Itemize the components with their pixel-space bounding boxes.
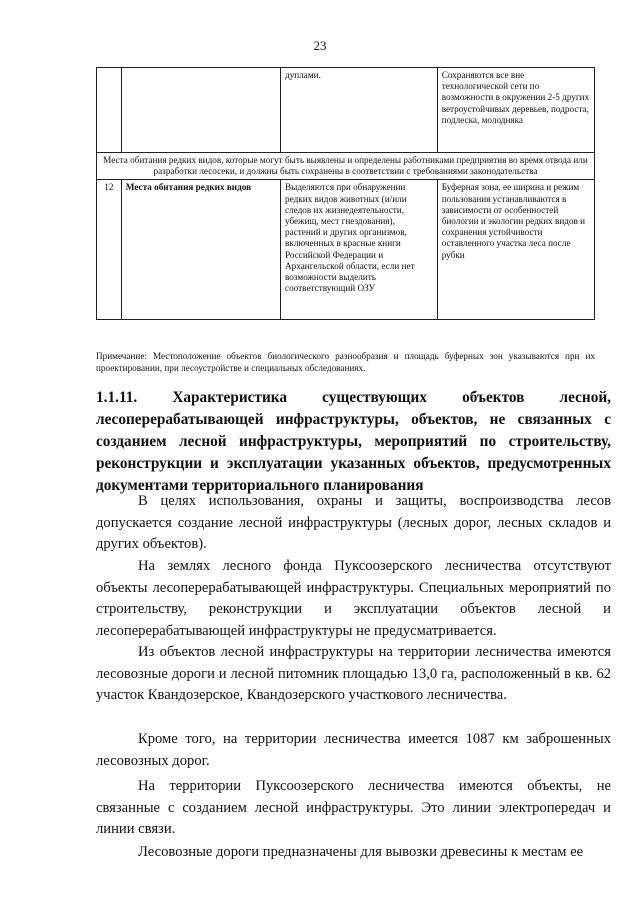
row-number-cell: 12 xyxy=(97,180,122,320)
selection-rule-cell: Выделяются при обнаружении редких видов животных (и/или следов их жизнедеятельности, убежищ, мест гнездования), растений и других организмов, включенных в красные книги Российской Федерации и Архангельской области, если нет возможности выделить соответствующий ОЗУ xyxy=(281,180,438,320)
section-title: 1.1.11. Характеристика существующих объектов лесной, лесоперерабатывающей инфраструктуры, объектов, не связанных с созданием лесной инфраструктуры, мероприятий по строительству, реконструкции и эксплуатации указанных объектов, предусмотренных документами территориального планирования xyxy=(96,389,611,494)
object-name-cell xyxy=(121,68,280,153)
body-paragraph: Лесовозные дороги предназначены для вывозки древесины к местам ее xyxy=(138,844,584,860)
table-row xyxy=(97,68,595,153)
row-number-cell xyxy=(97,68,122,153)
body-paragraph: На землях лесного фонда Пуксоозерского лесничества отсутствуют объекты лесоперерабатывающей инфраструктуры. Специальных мероприятий по строительству, реконструкции и эксплуатации объектов лесной и лесоперерабатывающей инфраструктуры не предусматривается. xyxy=(96,558,611,639)
biodiversity-table xyxy=(96,67,595,320)
table-row xyxy=(97,180,595,320)
table-row xyxy=(97,153,595,180)
body-paragraph: В целях использования, охраны и защиты, воспроизводства лесов допускается создание лесной инфраструктуры (лесных дорог, лесных складов и других объектов). xyxy=(96,493,611,552)
selection-rule-cell: дуплами. xyxy=(281,68,438,153)
merged-section-header: Места обитания редких видов, которые могут быть выявлены и определены работниками предприятия во время отвода или разработки лесосеки, и должны быть сохранены в соответствии с требованиями законодательства xyxy=(97,153,595,180)
table-note: Примечание: Местоположение объектов биологического разнообразия и площадь буферных зон указываются при их проектировании, при лесоустройстве и специальных обследованиях. xyxy=(96,351,595,373)
buffer-zone-cell: Сохраняются все вне технологической сети по возможности в окружении 2-5 других ветроустойчивых деревьев, подроста, подлеска, молодняка xyxy=(437,68,594,153)
body-paragraph: На территории Пуксоозерского лесничества имеются объекты, не связанные с созданием лесной инфраструктуры. Это линии электропередач и линии связи. xyxy=(96,778,611,837)
body-paragraph: Кроме того, на территории лесничества имеется 1087 км заброшенных лесовозных дорог. xyxy=(96,731,611,769)
buffer-zone-cell: Буферная зона, ее ширина и режим пользования устанавливаются в зависимости от особенностей биологии и экологии редких видов и сохранения устойчивости оставленного участка леса после рубки xyxy=(437,180,594,320)
body-paragraph: Из объектов лесной инфраструктуры на территории лесничества имеются лесовозные дороги и лесной питомник площадью 13,0 га, расположенный в кв. 62 участок Квандозерское, Квандозерского участкового лесничества. xyxy=(96,644,611,703)
page-number: 23 xyxy=(313,38,327,53)
object-name-cell: Места обитания редких видов xyxy=(121,180,280,320)
